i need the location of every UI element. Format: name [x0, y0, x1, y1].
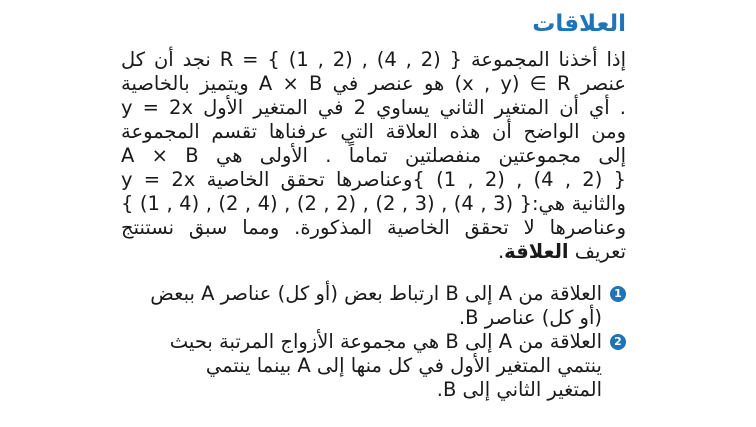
paragraph-line: { (2 , 4) , (2 , 1) }وعناصرها تحقق الخاصية y = 2x [121, 168, 626, 191]
number-badge: 1 [610, 286, 626, 302]
closing-prefix: تعريف [568, 240, 626, 263]
paragraph-line: y = 2x أي أن المتغير الثاني يساوي 2 في المتغير الأول . [121, 96, 626, 119]
definition-item [121, 282, 626, 330]
intro-paragraph [121, 48, 626, 264]
number-badge: 2 [610, 334, 626, 350]
paragraph-line: إذا أخذنا المجموعة { (2 , 4) , (2 , 1) } = R نجد أن كل [121, 48, 626, 71]
paragraph-line: A × B إلى مجموعتين منفصلتين تماماً . الأولى هي [121, 144, 626, 167]
definition-line: العلاقة من A إلى B هي مجموعة الأزواج المرتبة بحيث [169, 330, 602, 353]
definitions-list [121, 282, 626, 402]
definition-line: (أو كل) عناصر B. [458, 306, 602, 329]
definition-line: المتغير الثاني إلى B. [436, 378, 602, 401]
paragraph-line: وعناصرها لا تحقق الخاصية المذكورة. ومما سبق نستنتج [121, 216, 626, 239]
paragraph-closing-line [121, 240, 626, 264]
definition-text [121, 282, 602, 330]
section-title: العلاقات [532, 11, 626, 37]
paragraph-line: ومن الواضح أن هذه العلاقة التي عرفناها تقسم المجموعة [121, 120, 626, 143]
definition-line: ينتمي المتغير الأول في كل منها إلى A بينما ينتمي [205, 354, 602, 377]
definition-text [121, 330, 602, 402]
definition-item [121, 330, 626, 402]
paragraph-line: والثانية هي:{ (3 , 4) , (3 , 2) , (2 , 2) , (4 , 2) , (4 , 1) } [121, 192, 626, 215]
paragraph-line: عنصر x , y) ∈ R) هو عنصر في A × B ويتميز بالخاصية [121, 72, 627, 95]
closing-suffix: . [497, 240, 505, 263]
definition-line: العلاقة من A إلى B ارتباط بعض (أو كل) عناصر A ببعض [150, 282, 602, 305]
closing-term: العلاقة [504, 240, 569, 263]
